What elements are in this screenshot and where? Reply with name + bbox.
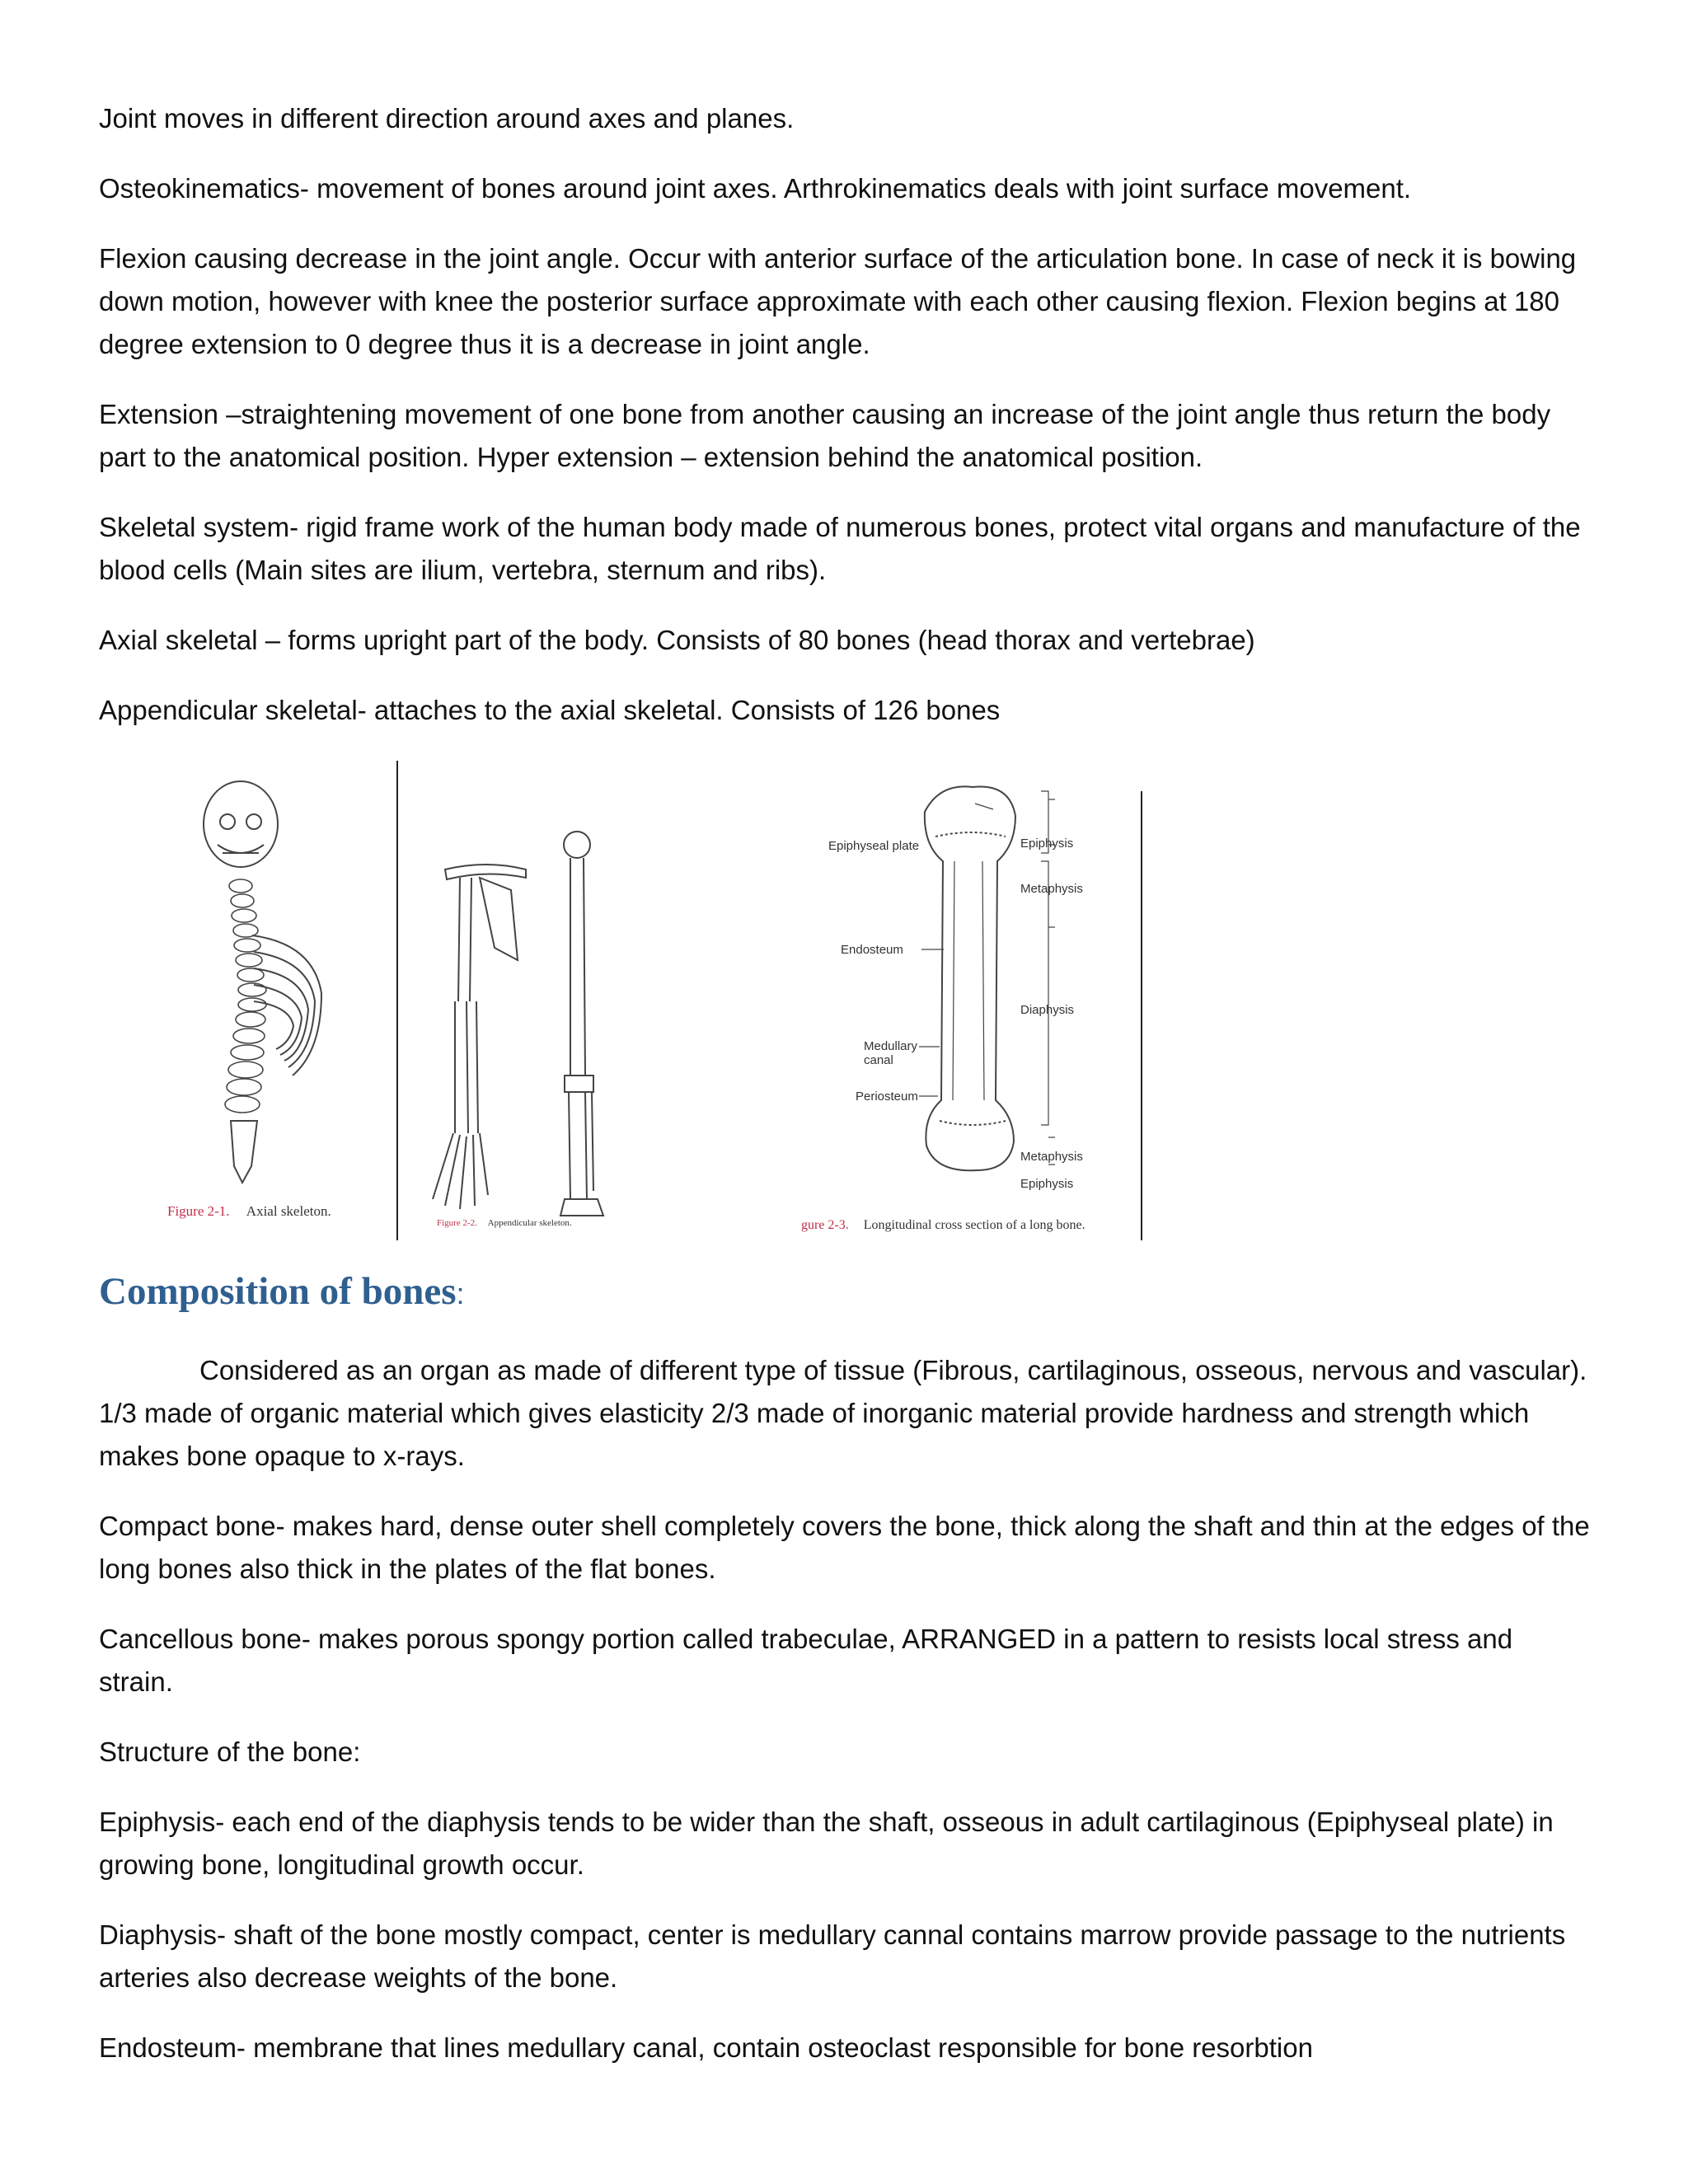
label-periosteum: Periosteum bbox=[856, 1090, 918, 1104]
label-metaphysis-top: Metaphysis bbox=[1020, 882, 1083, 896]
paragraph-skeletal-system: Skeletal system- rigid frame work of the human body made of numerous bones, protect vital organs and manufacture of the blood cells (Main sites are ilium, vertebra, sternum and ribs). bbox=[99, 512, 1581, 585]
paragraph-axial-skeletal: Axial skeletal – forms upright part of the body. Consists of 80 bones (head thorax and vertebrae) bbox=[99, 625, 1255, 655]
paragraph-epiphysis: Epiphysis- each end of the diaphysis tends to be wider than the shaft, osseous in adult cartilaginous (Epiphyseal plate) in growing bone, longitudinal growth occur. bbox=[99, 1807, 1554, 1880]
figure-2-3-number: gure 2-3. bbox=[801, 1218, 849, 1232]
paragraph-appendicular-skeletal: Appendicular skeletal- attaches to the axial skeletal. Consists of 126 bones bbox=[99, 695, 1001, 725]
figure-2-1-caption bbox=[167, 1203, 331, 1220]
section-heading-colon: : bbox=[456, 1277, 465, 1310]
paragraph-compact-bone: Compact bone- makes hard, dense outer shell completely covers the bone, thick along the shaft and thin at the edges of the long bones also thick in the plates of the flat bones. bbox=[99, 1511, 1590, 1584]
paragraph-diaphysis: Diaphysis- shaft of the bone mostly compact, center is medullary cannal contains marrow provide passage to the nutrients arteries also decrease weights of the bone. bbox=[99, 1919, 1566, 1993]
label-endosteum: Endosteum bbox=[841, 943, 903, 957]
axial-skeleton-drawing bbox=[204, 781, 321, 1183]
label-metaphysis-bottom: Metaphysis bbox=[1020, 1150, 1083, 1164]
paragraph-osteokinematics: Osteokinematics- movement of bones around joint axes. Arthrokinematics deals with joint surface movement. bbox=[99, 173, 1412, 204]
paragraph-extension: Extension –straightening movement of one bone from another causing an increase of the joint angle thus return the body part to the anatomical position. Hyper extension – extension behind the anatomical position. bbox=[99, 399, 1551, 472]
label-epiphysis-top: Epiphysis bbox=[1020, 837, 1074, 851]
appendicular-skeleton-drawing bbox=[433, 832, 603, 1216]
figure-2-2-number: Figure 2-2. bbox=[437, 1218, 477, 1228]
paragraph-joint-moves: Joint moves in different direction around axes and planes. bbox=[99, 103, 795, 134]
paragraph-structure-of-bone: Structure of the bone: bbox=[99, 1736, 361, 1767]
section-heading-text: Composition of bones bbox=[99, 1270, 457, 1313]
figure-2-2-caption bbox=[437, 1218, 572, 1228]
figure-2-1-text: Axial skeleton. bbox=[246, 1203, 331, 1219]
label-medullary-canal: Medullary canal bbox=[864, 1039, 918, 1067]
figure-2-3-caption bbox=[801, 1218, 1085, 1233]
paragraph-considered-as-organ: Considered as an organ as made of different type of tissue (Fibrous, cartilaginous, osseous, nervous and vascular). 1/3 made of organic material which gives elasticity 2/3 made of inorganic material provide hardness and strength which makes bone opaque to x-rays. bbox=[99, 1355, 1587, 1471]
paragraph-cancellous-bone: Cancellous bone- makes porous spongy portion called trabeculae, ARRANGED in a pattern to resists local stress and strain. bbox=[99, 1624, 1513, 1697]
section-heading-composition-of-bones bbox=[99, 1269, 465, 1314]
label-epiphysis-bottom: Epiphysis bbox=[1020, 1177, 1074, 1191]
paragraph-flexion: Flexion causing decrease in the joint angle. Occur with anterior surface of the articulation bone. In case of neck it is bowing down motion, however with knee the posterior surface approximate with each other causing flexion. Flexion begins at 180 degree extension to 0 degree thus it is a decrease in joint angle. bbox=[99, 243, 1577, 359]
skeleton-figures-illustration bbox=[148, 754, 1170, 1244]
paragraph-endosteum: Endosteum- membrane that lines medullary canal, contain osteoclast responsible for bone resorbtion bbox=[99, 2032, 1313, 2063]
figures-block bbox=[148, 754, 1170, 1244]
label-diaphysis: Diaphysis bbox=[1020, 1003, 1075, 1017]
figure-2-3-text: Longitudinal cross section of a long bone. bbox=[863, 1218, 1085, 1232]
label-epiphyseal-plate: Epiphyseal plate bbox=[828, 839, 920, 853]
figure-2-1-number: Figure 2-1. bbox=[167, 1203, 230, 1219]
figure-2-2-text: Appendicular skeleton. bbox=[487, 1218, 572, 1228]
